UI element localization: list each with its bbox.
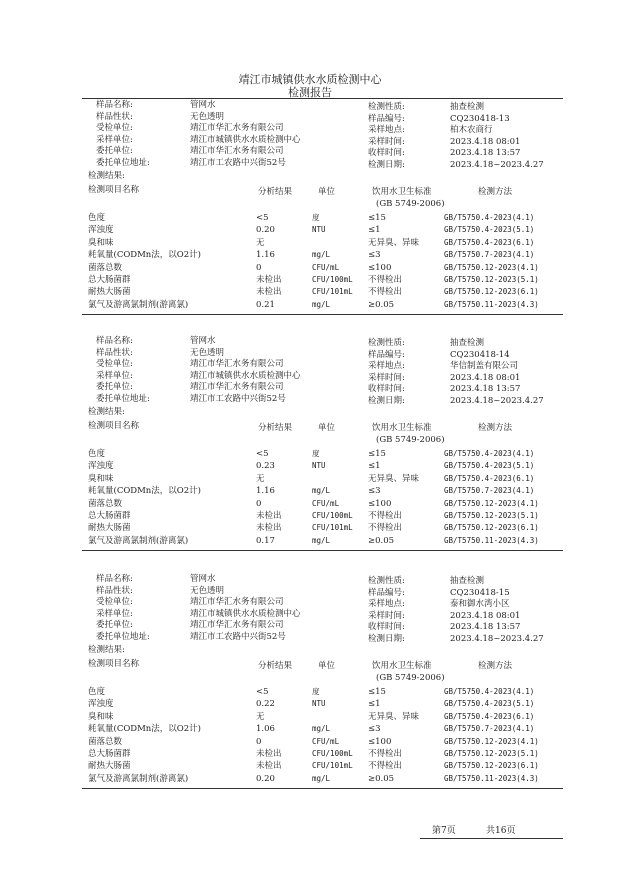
- label-sample-prop: 样品性状:: [96, 111, 133, 122]
- table-row-item: 耐热大肠菌: [88, 523, 131, 534]
- table-row-standard: ≥0.05: [368, 535, 395, 546]
- label-client-unit: 委托单位:: [96, 620, 133, 630]
- value-test-date: 2023.4.18~2023.4.27: [450, 633, 544, 644]
- label-receive-time: 收样时间:: [368, 148, 405, 158]
- table-row-result: 0: [256, 498, 262, 509]
- table-row-item: 浑浊度: [88, 225, 114, 236]
- table-row-unit: CFU/100mL: [312, 275, 353, 284]
- table-row-unit: CFU/mL: [312, 262, 340, 272]
- table-row-method: GB/T5750.4-2023(6.1): [444, 711, 535, 721]
- label-sample-no: 样品编号:: [368, 587, 405, 598]
- col-header-unit: 单位: [318, 423, 336, 433]
- results-heading: 检测结果:: [88, 407, 125, 417]
- table-row-standard: 不得检出: [368, 523, 403, 534]
- label-sampling-time: 采样时间:: [368, 136, 405, 147]
- table-row-unit: NTU: [312, 461, 326, 471]
- table-row-method: GB/T5750.7-2023(4.1): [444, 486, 535, 496]
- table-row-item: 菌落总数: [88, 736, 123, 747]
- table-row-unit: 度: [312, 687, 320, 696]
- section-rule: [82, 314, 563, 315]
- section-rule: [82, 550, 563, 551]
- col-header-result: 分析结果: [258, 423, 293, 433]
- results-heading: 检测结果:: [88, 645, 125, 655]
- label-receive-time: 收样时间:: [368, 622, 405, 632]
- value-sample-prop: 无色透明: [190, 111, 225, 122]
- table-row-unit: mg/L: [312, 773, 331, 783]
- table-row-method: GB/T5750.4-2023(6.1): [444, 473, 535, 483]
- value-client-unit: 靖江市华汇水务有限公司: [190, 146, 284, 156]
- value-entrusted: 靖江市华汇水务有限公司: [190, 597, 284, 607]
- table-row-standard: ≤100: [368, 262, 392, 273]
- table-row-standard: 无异臭、异味: [368, 473, 420, 484]
- table-row-item: 耐热大肠菌: [88, 287, 131, 298]
- value-sampling-unit: 靖江市城镇供水水质检测中心: [190, 370, 301, 381]
- table-row-standard: ≤1: [368, 699, 381, 710]
- col-header-standard: 饮用水卫生标准: [372, 661, 432, 671]
- value-client-unit: 靖江市华汇水务有限公司: [190, 382, 284, 392]
- table-row-unit: mg/L: [312, 724, 331, 734]
- col-header-unit: 单位: [318, 661, 336, 671]
- label-test-date: 检测日期:: [368, 633, 405, 644]
- title-rule: [82, 98, 563, 99]
- table-row-item: 氯气及游离氯制剂(游离氯): [88, 299, 189, 310]
- col-header-method: 检测方法: [478, 423, 513, 433]
- label-sampling-time: 采样时间:: [368, 372, 405, 383]
- page-number: 第7页: [432, 826, 456, 836]
- section-rule: [82, 788, 563, 789]
- table-row-result: 0.17: [256, 535, 275, 546]
- footer-rule: [420, 838, 563, 839]
- table-row-unit: mg/L: [312, 535, 331, 545]
- table-row-method: GB/T5750.12-2023(4.1): [444, 736, 539, 746]
- table-row-standard: ≤15: [368, 449, 386, 459]
- table-row-result: 无: [256, 473, 265, 484]
- col-header-item: 检测项目名称: [88, 659, 140, 669]
- label-sample-name: 样品名称:: [96, 336, 133, 346]
- table-row-method: GB/T5750.4-2023(4.1): [444, 213, 535, 222]
- table-row-result: 无: [256, 237, 265, 248]
- col-header-item: 检测项目名称: [88, 421, 140, 431]
- table-row-method: GB/T5750.4-2023(5.1): [444, 699, 535, 709]
- label-sampling-site: 采样地点:: [368, 361, 405, 371]
- value-sample-prop: 无色透明: [190, 347, 225, 358]
- value-sample-no: CQ230418-15: [450, 587, 510, 598]
- table-row-item: 耗氧量(CODMn法，以O2计): [88, 486, 201, 497]
- col-header-standard-sub: (GB 5749-2006): [376, 435, 445, 445]
- table-row-standard: 不得检出: [368, 275, 403, 285]
- label-sample-name: 样品名称:: [96, 100, 133, 110]
- table-row-item: 菌落总数: [88, 498, 123, 509]
- table-row-method: GB/T5750.12-2023(6.1): [444, 761, 539, 771]
- results-heading: 检测结果:: [88, 171, 125, 181]
- table-row-standard: 不得检出: [368, 761, 403, 772]
- value-receive-time: 2023.4.18 13:57: [450, 622, 521, 632]
- table-row-method: GB/T5750.11-2023(4.3): [444, 773, 539, 783]
- table-row-item: 色度: [88, 449, 106, 459]
- table-row-item: 氯气及游离氯制剂(游离氯): [88, 535, 189, 546]
- table-row-unit: mg/L: [312, 250, 331, 260]
- table-row-unit: 度: [312, 449, 320, 458]
- col-header-result: 分析结果: [258, 661, 293, 671]
- label-sample-no: 样品编号:: [368, 349, 405, 360]
- value-receive-time: 2023.4.18 13:57: [450, 384, 521, 394]
- value-test-date: 2023.4.18~2023.4.27: [450, 159, 544, 170]
- table-row-unit: CFU/mL: [312, 736, 340, 746]
- value-entrusted: 靖江市华汇水务有限公司: [190, 359, 284, 369]
- table-row-standard: ≥0.05: [368, 773, 395, 784]
- table-row-method: GB/T5750.4-2023(6.1): [444, 237, 535, 247]
- table-row-method: GB/T5750.12-2023(5.1): [444, 511, 539, 520]
- col-header-item: 检测项目名称: [88, 185, 140, 195]
- table-row-item: 浑浊度: [88, 461, 114, 472]
- label-sampling-site: 采样地点:: [368, 599, 405, 609]
- table-row-item: 耗氧量(CODMn法，以O2计): [88, 724, 201, 735]
- col-header-standard: 饮用水卫生标准: [372, 187, 432, 197]
- table-row-unit: NTU: [312, 699, 326, 709]
- table-row-standard: ≤100: [368, 736, 392, 747]
- table-row-method: GB/T5750.12-2023(4.1): [444, 262, 539, 272]
- table-row-method: GB/T5750.12-2023(6.1): [444, 523, 539, 533]
- table-row-standard: ≤15: [368, 687, 386, 697]
- value-sample-no: CQ230418-14: [450, 349, 510, 360]
- value-test-type: 抽查检测: [450, 576, 485, 586]
- page-total: 共16页: [486, 826, 516, 836]
- table-row-item: 总大肠菌群: [88, 511, 131, 521]
- table-row-result: 1.16: [256, 486, 275, 497]
- table-row-result: <5: [256, 687, 269, 697]
- label-entrusted: 受检单位:: [96, 597, 133, 607]
- table-row-unit: CFU/100mL: [312, 749, 353, 758]
- table-row-result: 未检出: [256, 523, 282, 534]
- table-row-standard: ≤1: [368, 461, 381, 472]
- value-sampling-time: 2023.4.18 08:01: [450, 136, 521, 147]
- label-sample-prop: 样品性状:: [96, 585, 133, 596]
- value-sampling-time: 2023.4.18 08:01: [450, 610, 521, 621]
- table-row-result: 未检出: [256, 749, 282, 759]
- value-sample-name: 管网水: [190, 336, 216, 346]
- label-receive-time: 收样时间:: [368, 384, 405, 394]
- table-row-unit: 度: [312, 213, 320, 222]
- table-row-method: GB/T5750.4-2023(5.1): [444, 225, 535, 235]
- table-row-method: GB/T5750.12-2023(4.1): [444, 498, 539, 508]
- col-header-method: 检测方法: [478, 187, 513, 197]
- value-test-type: 抽查检测: [450, 102, 485, 112]
- table-row-method: GB/T5750.4-2023(4.1): [444, 449, 535, 458]
- table-row-result: 未检出: [256, 511, 282, 521]
- col-header-unit: 单位: [318, 187, 336, 197]
- value-client-addr: 靖江市工农路中兴街52号: [190, 393, 286, 404]
- label-entrusted: 受检单位:: [96, 123, 133, 133]
- table-row-item: 臭和味: [88, 237, 114, 248]
- table-row-item: 臭和味: [88, 473, 114, 484]
- value-client-addr: 靖江市工农路中兴街52号: [190, 157, 286, 168]
- table-row-unit: CFU/100mL: [312, 511, 353, 520]
- table-row-standard: ≤15: [368, 213, 386, 223]
- table-row-result: 未检出: [256, 761, 282, 772]
- table-row-result: 0.20: [256, 773, 275, 784]
- table-row-method: GB/T5750.4-2023(5.1): [444, 461, 535, 471]
- table-row-method: GB/T5750.12-2023(5.1): [444, 749, 539, 758]
- label-client-unit: 委托单位:: [96, 146, 133, 156]
- table-row-result: 0.20: [256, 225, 275, 236]
- table-row-result: 0.22: [256, 699, 275, 710]
- value-test-type: 抽查检测: [450, 338, 485, 348]
- table-row-standard: 无异臭、异味: [368, 237, 420, 248]
- col-header-standard-sub: (GB 5749-2006): [376, 199, 445, 209]
- label-sample-no: 样品编号:: [368, 113, 405, 124]
- label-sampling-unit: 采样单位:: [96, 370, 133, 381]
- value-sample-no: CQ230418-13: [450, 113, 510, 124]
- value-test-date: 2023.4.18~2023.4.27: [450, 395, 544, 406]
- label-sampling-site: 采样地点:: [368, 125, 405, 135]
- table-row-standard: ≤3: [368, 724, 381, 735]
- label-sampling-time: 采样时间:: [368, 610, 405, 621]
- table-row-unit: CFU/mL: [312, 498, 340, 508]
- table-row-unit: CFU/101mL: [312, 761, 353, 771]
- value-sample-name: 管网水: [190, 100, 216, 110]
- value-sample-prop: 无色透明: [190, 585, 225, 596]
- table-row-method: GB/T5750.11-2023(4.3): [444, 535, 539, 545]
- label-sample-prop: 样品性状:: [96, 347, 133, 358]
- table-row-standard: ≤100: [368, 498, 392, 509]
- value-sampling-unit: 靖江市城镇供水水质检测中心: [190, 608, 301, 619]
- label-entrusted: 受检单位:: [96, 359, 133, 369]
- value-entrusted: 靖江市华汇水务有限公司: [190, 123, 284, 133]
- table-row-method: GB/T5750.7-2023(4.1): [444, 250, 535, 260]
- table-row-result: <5: [256, 213, 269, 223]
- table-row-result: 1.16: [256, 250, 275, 261]
- table-row-result: 0: [256, 262, 262, 273]
- table-row-unit: CFU/101mL: [312, 287, 353, 297]
- value-sampling-site: 泰和御水湾小区: [450, 599, 510, 609]
- table-row-item: 总大肠菌群: [88, 275, 131, 285]
- value-receive-time: 2023.4.18 13:57: [450, 148, 521, 158]
- value-sampling-site: 华信制盖有限公司: [450, 361, 519, 371]
- table-row-result: 未检出: [256, 275, 282, 285]
- table-row-item: 耐热大肠菌: [88, 761, 131, 772]
- value-sampling-time: 2023.4.18 08:01: [450, 372, 521, 383]
- col-header-standard-sub: (GB 5749-2006): [376, 673, 445, 683]
- table-row-method: GB/T5750.12-2023(6.1): [444, 287, 539, 297]
- table-row-item: 色度: [88, 213, 106, 223]
- label-test-type: 检测性质:: [368, 576, 405, 586]
- table-row-standard: ≥0.05: [368, 299, 395, 310]
- value-sampling-site: 柏木农商行: [450, 125, 493, 135]
- value-client-unit: 靖江市华汇水务有限公司: [190, 620, 284, 630]
- label-test-date: 检测日期:: [368, 159, 405, 170]
- org-title: 靖江市城镇供水水质检测中心: [238, 73, 382, 86]
- table-row-item: 浑浊度: [88, 699, 114, 710]
- table-row-result: 0.21: [256, 299, 275, 310]
- table-row-item: 耗氧量(CODMn法，以O2计): [88, 250, 201, 261]
- table-row-standard: 不得检出: [368, 511, 403, 521]
- table-row-method: GB/T5750.11-2023(4.3): [444, 299, 539, 309]
- label-sampling-unit: 采样单位:: [96, 134, 133, 145]
- table-row-item: 总大肠菌群: [88, 749, 131, 759]
- label-client-unit: 委托单位:: [96, 382, 133, 392]
- table-row-item: 色度: [88, 687, 106, 697]
- value-sample-name: 管网水: [190, 574, 216, 584]
- label-test-type: 检测性质:: [368, 338, 405, 348]
- label-client-addr: 委托单位地址:: [96, 631, 150, 642]
- label-sampling-unit: 采样单位:: [96, 608, 133, 619]
- table-row-method: GB/T5750.7-2023(4.1): [444, 724, 535, 734]
- table-row-item: 菌落总数: [88, 262, 123, 273]
- table-row-method: GB/T5750.4-2023(4.1): [444, 687, 535, 696]
- table-row-standard: ≤3: [368, 250, 381, 261]
- table-row-unit: mg/L: [312, 299, 331, 309]
- table-row-unit: NTU: [312, 225, 326, 235]
- col-header-method: 检测方法: [478, 661, 513, 671]
- table-row-result: 0: [256, 736, 262, 747]
- label-test-date: 检测日期:: [368, 395, 405, 406]
- table-row-result: <5: [256, 449, 269, 459]
- value-sampling-unit: 靖江市城镇供水水质检测中心: [190, 134, 301, 145]
- table-row-standard: ≤1: [368, 225, 381, 236]
- table-row-method: GB/T5750.12-2023(5.1): [444, 275, 539, 284]
- table-row-standard: 无异臭、异味: [368, 711, 420, 722]
- table-row-item: 臭和味: [88, 711, 114, 722]
- col-header-result: 分析结果: [258, 187, 293, 197]
- label-sample-name: 样品名称:: [96, 574, 133, 584]
- label-client-addr: 委托单位地址:: [96, 393, 150, 404]
- table-row-result: 0.23: [256, 461, 275, 472]
- table-row-unit: CFU/101mL: [312, 523, 353, 533]
- label-client-addr: 委托单位地址:: [96, 157, 150, 168]
- col-header-standard: 饮用水卫生标准: [372, 423, 432, 433]
- report-title: 检测报告: [288, 86, 332, 99]
- table-row-standard: 不得检出: [368, 749, 403, 759]
- table-row-standard: ≤3: [368, 486, 381, 497]
- table-row-result: 无: [256, 711, 265, 722]
- table-row-item: 氯气及游离氯制剂(游离氯): [88, 773, 189, 784]
- table-row-result: 1.06: [256, 724, 275, 735]
- table-row-standard: 不得检出: [368, 287, 403, 298]
- value-client-addr: 靖江市工农路中兴街52号: [190, 631, 286, 642]
- table-row-unit: mg/L: [312, 486, 331, 496]
- label-test-type: 检测性质:: [368, 102, 405, 112]
- table-row-result: 未检出: [256, 287, 282, 298]
